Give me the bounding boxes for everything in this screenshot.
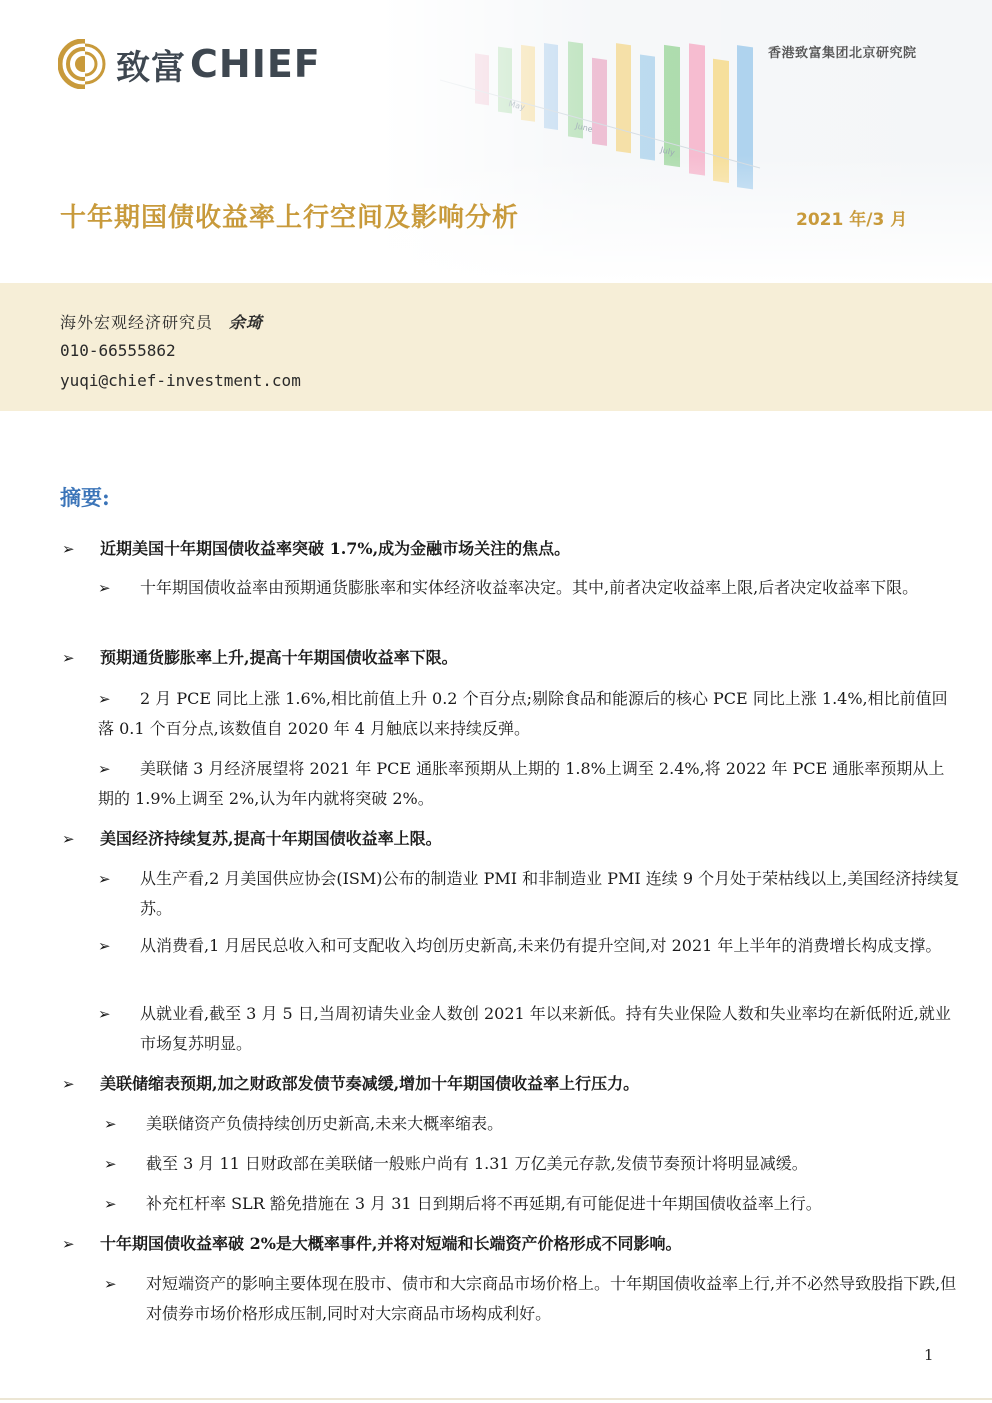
summary-subpoint: ➢ 十年期国债收益率由预期通货膨胀率和实体经济收益率决定。其中,前者决定收益率上限,后者决定收益率下限。 bbox=[98, 573, 960, 603]
arrow-bullet-icon: ➢ bbox=[98, 870, 111, 888]
author-phone: 010-66555862 bbox=[60, 341, 176, 360]
summary-subpoint: ➢ 从消费看,1 月居民总收入和可支配收入均创历史新高,未来仍有提升空间,对 2021 年上半年的消费增长构成支撑。 bbox=[98, 931, 960, 961]
summary-point: ➢ 美国经济持续复苏,提高十年期国债收益率上限。 bbox=[62, 824, 962, 854]
arrow-bullet-icon: ➢ bbox=[62, 830, 75, 848]
summary-point: ➢ 十年期国债收益率破 2%是大概率事件,并将对短端和长端资产价格形成不同影响。 bbox=[62, 1229, 962, 1259]
arrow-bullet-icon: ➢ bbox=[62, 540, 75, 558]
arrow-bullet-icon: ➢ bbox=[104, 1195, 117, 1213]
arrow-bullet-icon: ➢ bbox=[98, 760, 111, 778]
summary-subpoint: ➢ 对短端资产的影响主要体现在股市、债市和大宗商品市场价格上。十年期国债收益率上行,并不必然导致股指下跌,但对债券市场价格形成压制,同时对大宗商品市场构成利好。 bbox=[104, 1269, 966, 1329]
author-role-line bbox=[60, 310, 263, 333]
summary-subpoint: ➢ 从就业看,截至 3 月 5 日,当周初请失业金人数创 2021 年以来新低。持有失业保险人数和失业率均在新低附近,就业市场复苏明显。 bbox=[98, 999, 960, 1059]
arrow-bullet-icon: ➢ bbox=[98, 937, 111, 955]
author-email[interactable]: yuqi@chief-investment.com bbox=[60, 371, 301, 390]
author-role: 海外宏观经济研究员 bbox=[60, 313, 214, 332]
author-info-band bbox=[0, 283, 992, 411]
arrow-bullet-icon: ➢ bbox=[62, 1075, 75, 1093]
report-date: 2021 年/3 月 bbox=[796, 210, 908, 230]
arrow-bullet-icon: ➢ bbox=[104, 1155, 117, 1173]
report-title: 十年期国债收益率上行空间及影响分析 bbox=[60, 203, 520, 233]
summary-subpoint: ➢ 2 月 PCE 同比上涨 1.6%,相比前值上升 0.2 个百分点;剔除食品和能源后的核心 PCE 同比上涨 1.4%,相比前值回落 0.1 个百分点,该数值自 2020 年 4 月触底以来持续反弹。 bbox=[98, 684, 960, 744]
summary-heading: 摘要: bbox=[60, 485, 110, 510]
arrow-bullet-icon: ➢ bbox=[104, 1275, 117, 1293]
summary-subpoint: ➢ 补充杠杆率 SLR 豁免措施在 3 月 31 日到期后将不再延期,有可能促进十年期国债收益率上行。 bbox=[104, 1189, 966, 1219]
author-name: 余琦 bbox=[229, 313, 264, 332]
summary-point: ➢ 预期通货膨胀率上升,提高十年期国债收益率下限。 bbox=[62, 643, 962, 673]
summary-subpoint: ➢ 美联储 3 月经济展望将 2021 年 PCE 通胀率预期从上期的 1.8%上调至 2.4%,将 2022 年 PCE 通胀率预期从上期的 1.9%上调至 2%,认为年内就将突破 2%。 bbox=[98, 754, 960, 814]
arrow-bullet-icon: ➢ bbox=[98, 1005, 111, 1023]
logo-chinese-text: 致富 bbox=[116, 47, 186, 88]
page-header bbox=[0, 0, 992, 283]
chief-logo-icon bbox=[58, 39, 108, 89]
summary-subpoint: ➢ 从生产看,2 月美国供应协会(ISM)公布的制造业 PMI 和非制造业 PMI 连续 9 个月处于荣枯线以上,美国经济持续复苏。 bbox=[98, 864, 960, 924]
summary-point: ➢ 美联储缩表预期,加之财政部发债节奏减缓,增加十年期国债收益率上行压力。 bbox=[62, 1069, 962, 1099]
chief-logo bbox=[58, 38, 321, 90]
logo-english-text: CHIEF bbox=[190, 42, 321, 86]
footer-divider bbox=[0, 1398, 992, 1400]
arrow-bullet-icon: ➢ bbox=[98, 690, 111, 708]
institute-name: 香港致富集团北京研究院 bbox=[768, 46, 917, 61]
arrow-bullet-icon: ➢ bbox=[98, 579, 111, 597]
summary-point: ➢ 近期美国十年期国债收益率突破 1.7%,成为金融市场关注的焦点。 bbox=[62, 534, 962, 564]
summary-subpoint: ➢ 美联储资产负债持续创历史新高,未来大概率缩表。 bbox=[104, 1109, 966, 1139]
arrow-bullet-icon: ➢ bbox=[104, 1115, 117, 1133]
page-number: 1 bbox=[924, 1346, 934, 1364]
arrow-bullet-icon: ➢ bbox=[62, 649, 75, 667]
summary-subpoint: ➢ 截至 3 月 11 日财政部在美联储一般账户尚有 1.31 万亿美元存款,发债节奏预计将明显减缓。 bbox=[104, 1149, 966, 1179]
arrow-bullet-icon: ➢ bbox=[62, 1235, 75, 1253]
